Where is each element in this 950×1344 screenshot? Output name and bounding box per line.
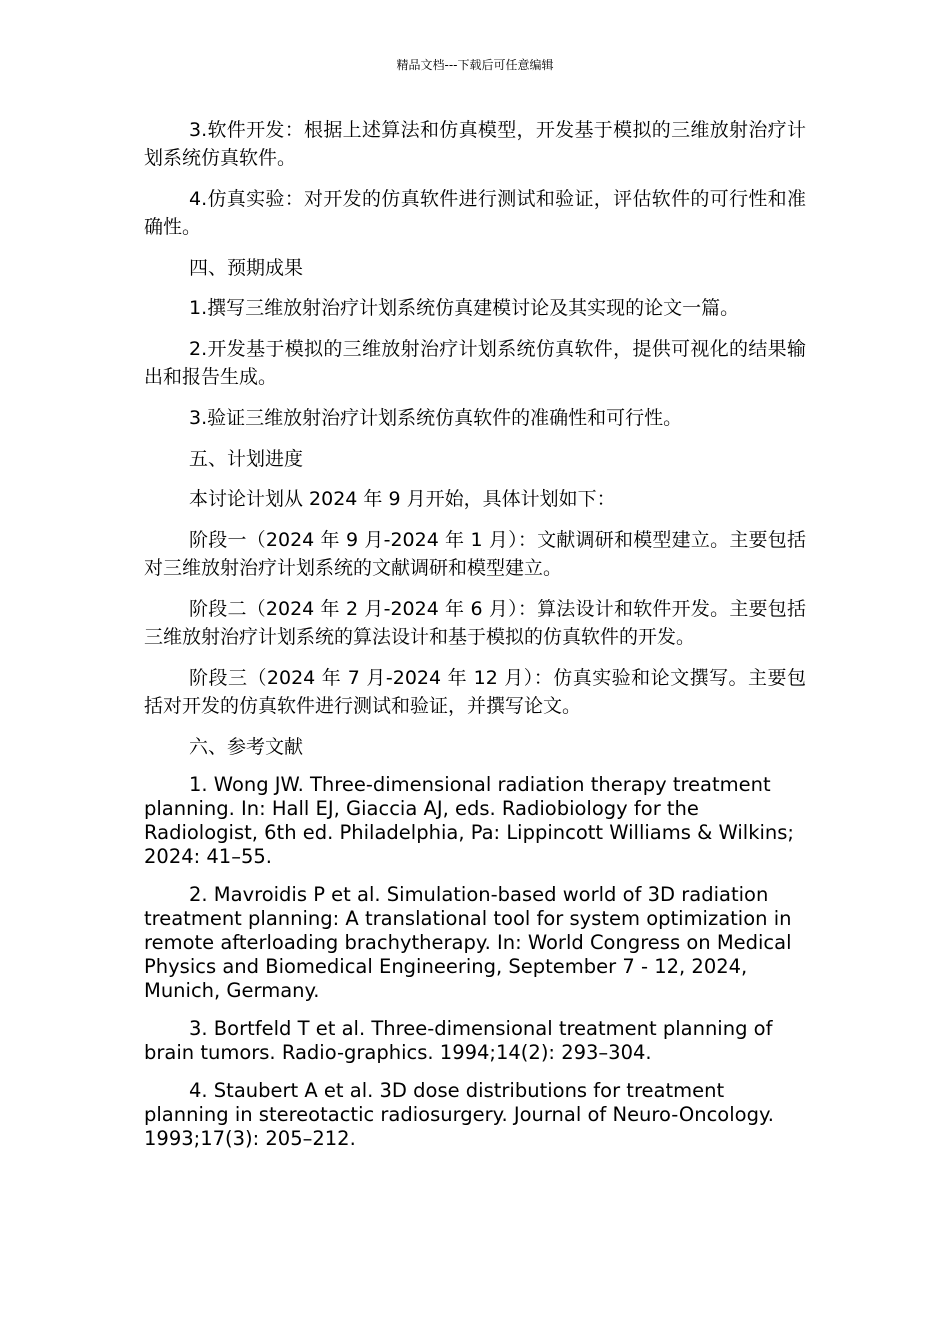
paragraph-result-3: 3.验证三维放射治疗计划系统仿真软件的准确性和可行性。 (189, 407, 683, 429)
paragraph-stage-3: 阶段三（2024 年 7 月-2024 年 12 月）：仿真实验和论文撰写。主要包括对开发的仿真软件进行测试和验证，并撰写论文。 (144, 667, 806, 717)
paragraph-result-2: 2.开发基于模拟的三维放射治疗计划系统仿真软件，提供可视化的结果输出和报告生成。 (144, 338, 806, 388)
reference-item: 3. Bortfeld T et al. Three-dimensional treatment planning of brain tumors. Radio-graphics. 1994;14(2): 293–304. (144, 1017, 773, 1064)
section-heading-references: 六、参考文献 (189, 736, 304, 758)
document-body (144, 116, 806, 1165)
reference-item: 1. Wong JW. Three-dimensional radiation therapy treatment planning. In: Hall EJ, Giaccia AJ, eds. Radiobiology for the Radiologist, 6th ed. Philadelphia, Pa: Lippincott Williams & Wilkins; 2024: 41–55. (144, 773, 794, 868)
section-heading-schedule: 五、计划进度 (189, 448, 304, 470)
paragraph-result-1: 1.撰写三维放射治疗计划系统仿真建模讨论及其实现的论文一篇。 (189, 297, 740, 319)
reference-item: 4. Staubert A et al. 3D dose distributions for treatment planning in stereotactic radiosurgery. Journal of Neuro-Oncology. 1993;17(3): 205–212. (144, 1079, 774, 1150)
paragraph-simulation-experiment: 4.仿真实验：对开发的仿真软件进行测试和验证，评估软件的可行性和准确性。 (144, 188, 806, 238)
page-header: 精品文档---下载后可任意编辑 (396, 58, 554, 72)
paragraph-stage-2: 阶段二（2024 年 2 月-2024 年 6 月）：算法设计和软件开发。主要包括三维放射治疗计划系统的算法设计和基于模拟的仿真软件的开发。 (144, 598, 806, 648)
section-heading-expected-results: 四、预期成果 (189, 257, 304, 279)
paragraph-stage-1: 阶段一（2024 年 9 月-2024 年 1 月）：文献调研和模型建立。主要包括对三维放射治疗计划系统的文献调研和模型建立。 (144, 529, 806, 579)
reference-item: 2. Mavroidis P et al. Simulation-based world of 3D radiation treatment planning: A translational tool for system optimization in remote afterloading brachytherapy. In: World Congress on Medical Physics and Biomedical Engineering, September 7 - 12, 2024, Munich, Germany. (144, 883, 792, 1002)
paragraph-schedule-intro: 本讨论计划从 2024 年 9 月开始，具体计划如下： (189, 488, 616, 510)
paragraph-software-development: 3.软件开发：根据上述算法和仿真模型，开发基于模拟的三维放射治疗计划系统仿真软件。 (144, 119, 806, 169)
